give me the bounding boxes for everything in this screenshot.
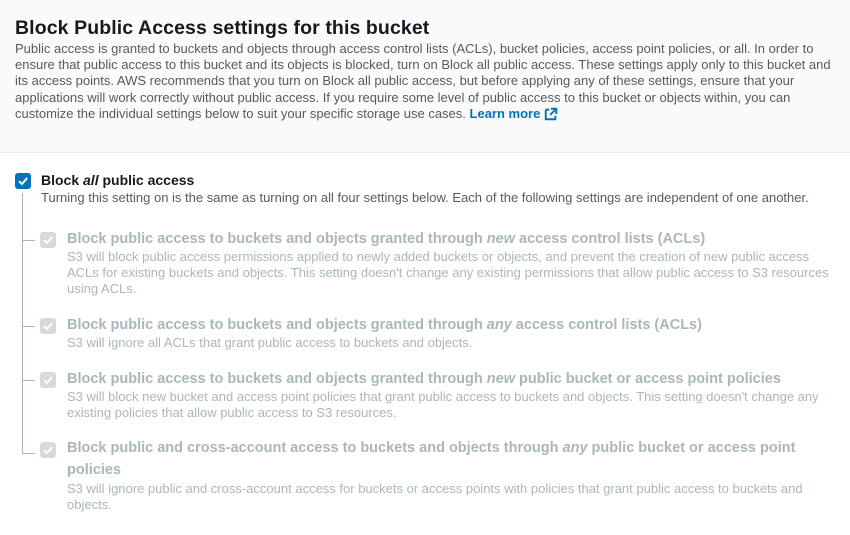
tree-connector-line (22, 193, 23, 454)
label-prefix: Block public and cross-account access to buckets and objects through (67, 440, 563, 456)
setting-any-policies-checkbox[interactable] (40, 442, 56, 458)
label-suffix: public access (98, 172, 195, 188)
label-prefix: Block public access to buckets and objects granted through (67, 371, 487, 387)
label-prefix: Block public access to buckets and objects granted through (67, 231, 487, 247)
setting-any-policies-label[interactable] (67, 438, 807, 481)
learn-more-label: Learn more (469, 105, 541, 121)
label-prefix: Block public access to buckets and objects granted through (67, 317, 487, 333)
setting-any-acls-checkbox[interactable] (40, 318, 56, 334)
checkmark-icon (17, 175, 29, 187)
label-emphasis: any (486, 317, 512, 333)
checkmark-icon (42, 374, 54, 386)
label-emphasis: any (562, 440, 588, 456)
block-public-access-header (0, 0, 850, 153)
setting-new-policies-description: S3 will block new bucket and access point policies that grant public access to buckets and objects. This setting doesn't change any existing policies that allow public access to S3 resources. (67, 389, 819, 421)
description-text: Public access is granted to buckets and objects through access control lists (ACLs), bucket policies, access point policies, or all. In order to ensure that public access to this bucket and its objects is blocked, turn on Block all public access. These settings apply only to this bucket and its access points. AWS recommends that you turn on Block all public access, but before applying any of these settings, ensure that your applications will work correctly without public access. If you require some level of public access to this bucket or objects within, you can customize the individual settings below to suit your specific storage use cases. (15, 41, 831, 121)
setting-new-acls-checkbox[interactable] (40, 232, 56, 248)
tree-branch (22, 453, 35, 454)
tree-branch (22, 326, 35, 327)
tree-branch (22, 240, 35, 241)
checkmark-icon (42, 234, 54, 246)
label-prefix: Block (41, 172, 84, 188)
checkmark-icon (42, 320, 54, 332)
label-emphasis: all (83, 172, 99, 188)
setting-new-acls-label[interactable] (67, 229, 837, 251)
label-suffix: access control lists (ACLs) (511, 317, 702, 333)
external-link-icon (544, 107, 558, 121)
setting-any-policies-description: S3 will ignore public and cross-account access for buckets or access points with policies that grant public access to buckets and objects. (67, 481, 803, 513)
block-all-public-access-checkbox[interactable] (15, 173, 31, 189)
block-all-public-access-description: Turning this setting on is the same as turning on all four settings below. Each of the following settings are independent of one another. (41, 190, 809, 205)
setting-new-policies-checkbox[interactable] (40, 372, 56, 388)
setting-any-acls-label[interactable] (67, 315, 837, 337)
checkmark-icon (42, 444, 54, 456)
setting-new-acls-description: S3 will block public access permissions applied to newly added buckets or objects, and prevent the creation of new public access ACLs for existing buckets and objects. This setting doesn't change any existing permissions that allow public access to S3 resources using ACLs. (67, 249, 829, 297)
label-suffix: access control lists (ACLs) (514, 231, 706, 247)
block-all-public-access-label[interactable] (41, 171, 194, 189)
section-description (15, 41, 837, 122)
label-emphasis: new (486, 371, 515, 387)
tree-branch (22, 380, 35, 381)
label-suffix: public bucket or access point policies (514, 371, 781, 387)
learn-more-link[interactable] (470, 106, 559, 121)
setting-any-acls-description: S3 will ignore all ACLs that grant public access to buckets and objects. (67, 335, 473, 350)
section-title: Block Public Access settings for this bucket (15, 17, 430, 39)
label-suffix: public bucket or access point policies (67, 440, 796, 478)
setting-new-policies-label[interactable] (67, 369, 837, 391)
label-emphasis: new (486, 231, 515, 247)
